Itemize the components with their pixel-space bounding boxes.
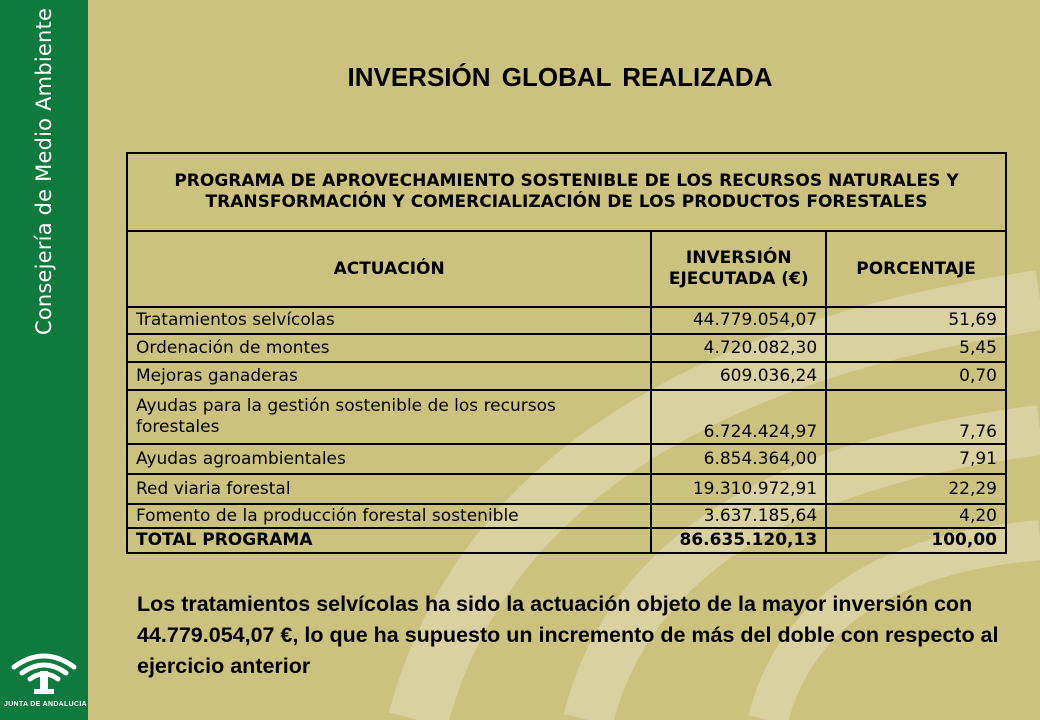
row-inversion: 44.779.054,07: [651, 307, 826, 334]
investment-table: [126, 152, 1007, 554]
table-row: [127, 474, 1006, 504]
header-row: [127, 231, 1006, 307]
row-inversion: 6.724.424,97: [651, 390, 826, 444]
row-porcentaje: 0,70: [826, 362, 1006, 390]
row-name: Fomento de la producción forestal sostenible: [127, 504, 651, 528]
row-name: Mejoras ganaderas: [127, 362, 651, 390]
summary-text: Los tratamientos selvícolas ha sido la actuación objeto de la mayor inversión con 44.779.054,07 €, lo que ha supuesto un incremento de más del doble con respecto al ejercicio anterior: [137, 592, 999, 678]
row-name: Ordenación de montes: [127, 334, 651, 362]
row-inversion: 6.854.364,00: [651, 444, 826, 474]
table-row: [127, 334, 1006, 362]
header-inversion: INVERSIÓN EJECUTADA (€): [651, 231, 826, 307]
row-inversion: 19.310.972,91: [651, 474, 826, 504]
total-porcentaje: 100,00: [826, 528, 1006, 553]
total-row: [127, 528, 1006, 553]
row-name: Ayudas para la gestión sostenible de los recursos forestales: [127, 390, 651, 444]
row-name: Ayudas agroambientales: [127, 444, 651, 474]
total-name: TOTAL PROGRAMA: [127, 528, 651, 553]
table-row: [127, 444, 1006, 474]
table-row: [127, 504, 1006, 528]
row-inversion: 609.036,24: [651, 362, 826, 390]
logo-text: JUNTA DE ANDALUCIA: [4, 701, 87, 708]
program-title-row: [127, 153, 1006, 231]
header-actuacion: ACTUACIÓN: [127, 231, 651, 307]
row-inversion: 3.637.185,64: [651, 504, 826, 528]
table-row: [127, 307, 1006, 334]
row-porcentaje: 5,45: [826, 334, 1006, 362]
row-porcentaje: 22,29: [826, 474, 1006, 504]
table-row: [127, 362, 1006, 390]
row-name: Red viaria forestal: [127, 474, 651, 504]
row-name: Tratamientos selvícolas: [127, 307, 651, 334]
row-inversion: 4.720.082,30: [651, 334, 826, 362]
row-porcentaje: 7,76: [826, 390, 1006, 444]
org-name: Consejería de Medio Ambiente: [32, 7, 56, 335]
page-title: INVERSIÓN GLOBAL REALIZADA: [347, 62, 773, 92]
row-porcentaje: 4,20: [826, 504, 1006, 528]
junta-andalucia-logo-icon: [8, 645, 80, 695]
total-inversion: 86.635.120,13: [651, 528, 826, 553]
header-porcentaje: PORCENTAJE: [826, 231, 1006, 307]
table-row: [127, 390, 1006, 444]
program-title: PROGRAMA DE APROVECHAMIENTO SOSTENIBLE DE LOS RECURSOS NATURALES Y TRANSFORMACIÓN Y COMERCIALIZACIÓN DE LOS PRODUCTOS FORESTALES: [127, 153, 1006, 231]
row-porcentaje: 7,91: [826, 444, 1006, 474]
row-porcentaje: 51,69: [826, 307, 1006, 334]
sidebar: [0, 0, 88, 720]
